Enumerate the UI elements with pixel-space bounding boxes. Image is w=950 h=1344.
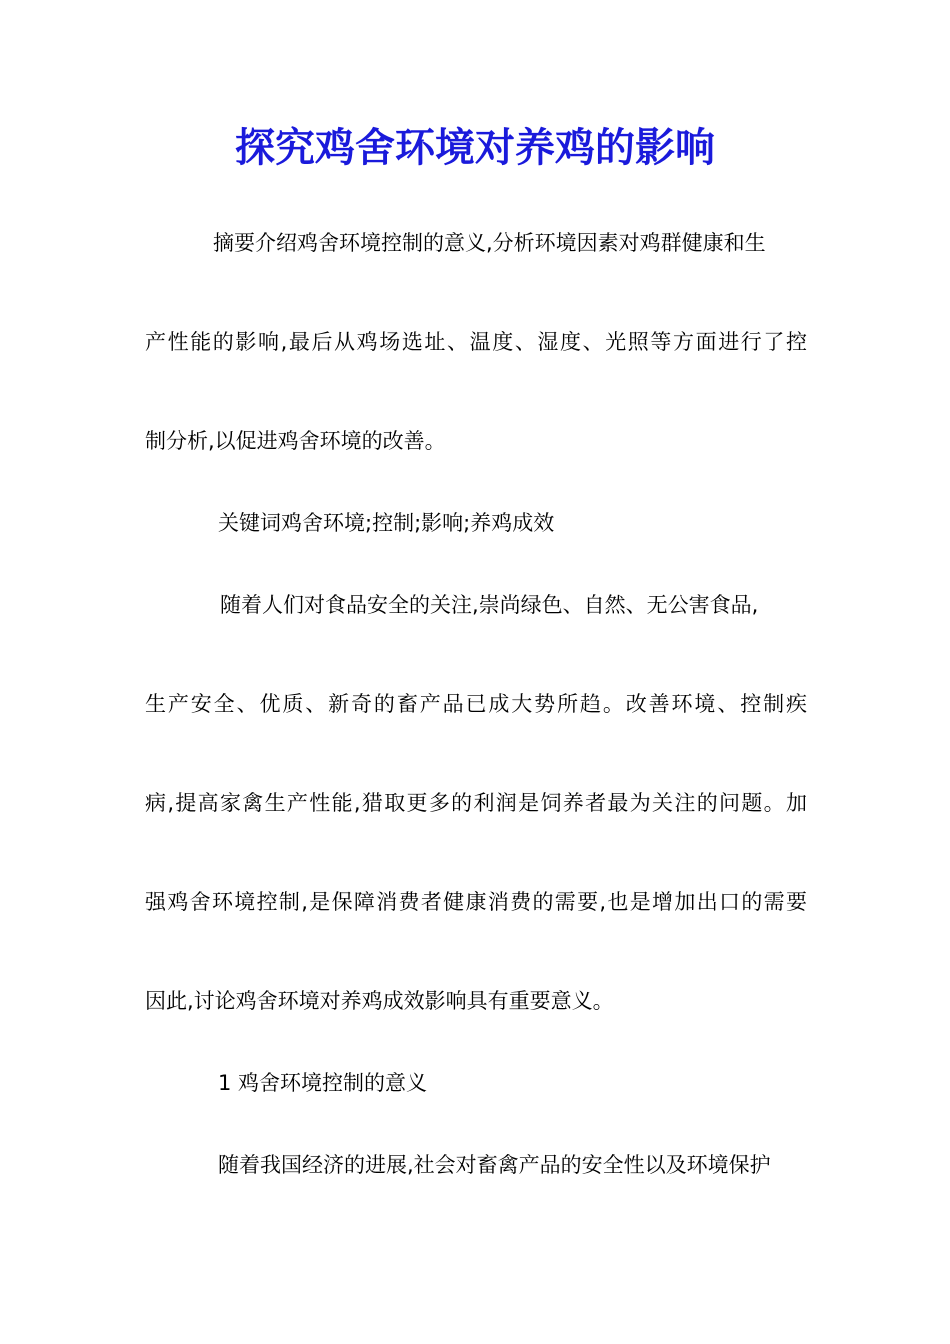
keywords-line: 关键词鸡舍环境;控制;影响;养鸡成效 <box>218 511 555 535</box>
intro-line-5: 因此,讨论鸡舍环境对养鸡成效影响具有重要意义。 <box>145 989 614 1013</box>
intro-line-3: 病,提高家禽生产性能,猎取更多的利润是饲养者最为关注的问题。加 <box>145 791 807 815</box>
intro-line-2: 生产安全、优质、新奇的畜产品已成大势所趋。改善环境、控制疾 <box>145 692 807 716</box>
abstract-line-2: 产性能的影响,最后从鸡场选址、温度、湿度、光照等方面进行了控 <box>145 330 807 354</box>
abstract-line-1: 摘要介绍鸡舍环境控制的意义,分析环境因素对鸡群健康和生 <box>213 231 766 255</box>
section-heading-1: 1 鸡舍环境控制的意义 <box>218 1071 428 1095</box>
abstract-line-3: 制分析,以促进鸡舍环境的改善。 <box>145 429 446 453</box>
section-1-line-1: 随着我国经济的进展,社会对畜禽产品的安全性以及环境保护 <box>218 1153 771 1177</box>
intro-line-1: 随着人们对食品安全的关注,崇尚绿色、自然、无公害食品, <box>220 593 759 617</box>
intro-line-4: 强鸡舍环境控制,是保障消费者健康消费的需要,也是增加出口的需要 <box>145 890 807 914</box>
document-title: 探究鸡舍环境对养鸡的影响 <box>235 124 715 171</box>
